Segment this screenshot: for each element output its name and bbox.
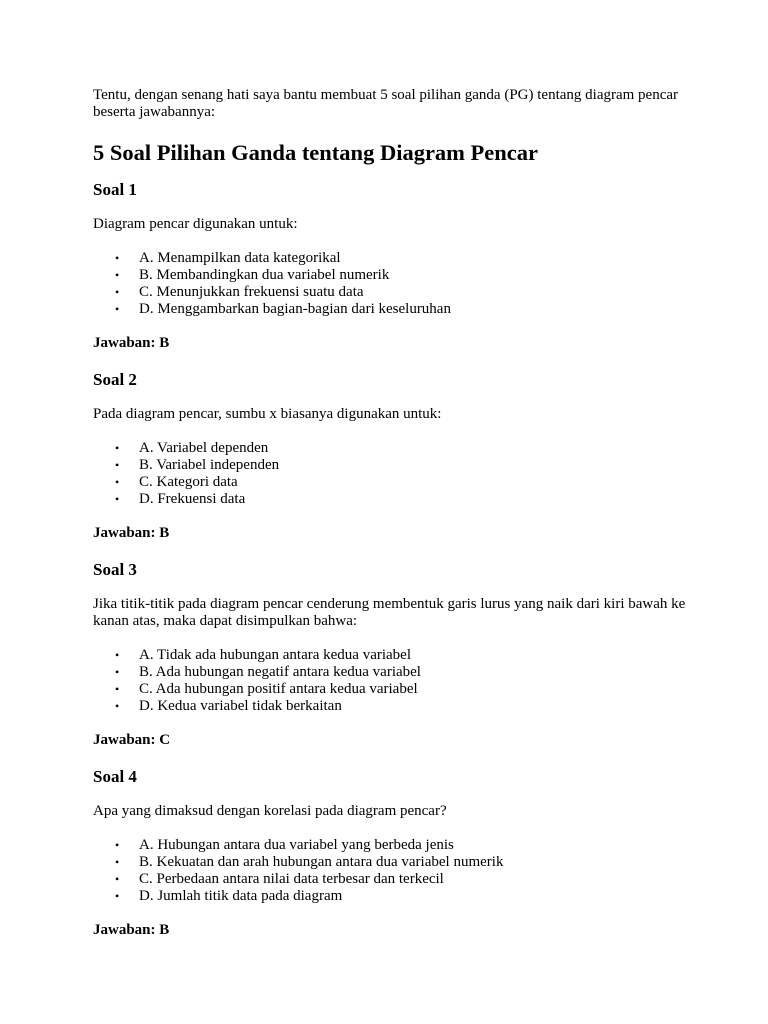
option-text: C. Perbedaan antara nilai data terbesar dan terkecil: [139, 871, 444, 887]
option-item: [93, 888, 708, 905]
spacer: [93, 200, 708, 216]
option-item: [93, 250, 708, 267]
question-block: [93, 767, 708, 939]
option-text: D. Frekuensi data: [139, 491, 246, 507]
option-item: [93, 664, 708, 681]
bullet-icon: •: [115, 285, 120, 299]
spacer: [93, 749, 708, 767]
bullet-icon: •: [115, 648, 120, 662]
spacer: [93, 630, 708, 647]
spacer: [93, 390, 708, 406]
bullet-icon: •: [115, 872, 120, 886]
option-text: C. Menunjukkan frekuensi suatu data: [139, 284, 364, 300]
bullet-icon: •: [115, 492, 120, 506]
option-list: [93, 647, 708, 715]
question-block: [93, 560, 708, 749]
option-text: A. Variabel dependen: [139, 440, 269, 456]
question-text: Apa yang dimaksud dengan korelasi pada diagram pencar?: [93, 803, 447, 819]
question-text: Pada diagram pencar, sumbu x biasanya digunakan untuk:: [93, 406, 442, 422]
bullet-icon: •: [115, 441, 120, 455]
option-item: [93, 647, 708, 664]
spacer: [93, 820, 708, 837]
answer-text: Jawaban: B: [93, 335, 170, 351]
option-text: B. Ada hubungan negatif antara kedua variabel: [139, 664, 421, 680]
question-block: [93, 370, 708, 542]
answer-text: Jawaban: C: [93, 732, 171, 748]
option-text: D. Jumlah titik data pada diagram: [139, 888, 343, 904]
option-item: [93, 681, 708, 698]
question-text: Diagram pencar digunakan untuk:: [93, 216, 298, 232]
option-item: [93, 440, 708, 457]
bullet-icon: •: [115, 458, 120, 472]
question-heading: Soal 1: [93, 180, 137, 199]
option-text: A. Menampilkan data kategorikal: [139, 250, 341, 266]
option-list: [93, 440, 708, 508]
bullet-icon: •: [115, 682, 120, 696]
bullet-icon: •: [115, 889, 120, 903]
spacer: [93, 715, 708, 732]
spacer: [93, 905, 708, 922]
answer-text: Jawaban: B: [93, 922, 170, 938]
bullet-icon: •: [115, 475, 120, 489]
option-item: [93, 267, 708, 284]
option-text: B. Membandingkan dua variabel numerik: [139, 267, 390, 283]
option-text: A. Tidak ada hubungan antara kedua variabel: [139, 647, 411, 663]
option-text: C. Ada hubungan positif antara kedua variabel: [139, 681, 418, 697]
spacer: [93, 166, 708, 180]
bullet-icon: •: [115, 699, 120, 713]
question-heading: Soal 3: [93, 560, 137, 579]
option-list: [93, 837, 708, 905]
option-item: [93, 491, 708, 508]
spacer: [93, 423, 708, 440]
spacer: [93, 580, 708, 596]
option-text: D. Kedua variabel tidak berkaitan: [139, 698, 342, 714]
option-item: [93, 457, 708, 474]
option-item: [93, 837, 708, 854]
option-list: [93, 250, 708, 318]
option-item: [93, 854, 708, 871]
intro-paragraph: Tentu, dengan senang hati saya bantu membuat 5 soal pilihan ganda (PG) tentang diagram pencar beserta jawabannya:: [93, 87, 679, 120]
question-block: [93, 180, 708, 352]
bullet-icon: •: [115, 268, 120, 282]
option-text: B. Kekuatan dan arah hubungan antara dua variabel numerik: [139, 854, 504, 870]
spacer: [93, 233, 708, 250]
bullet-icon: •: [115, 665, 120, 679]
bullet-icon: •: [115, 855, 120, 869]
question-heading: Soal 2: [93, 370, 137, 389]
option-text: A. Hubungan antara dua variabel yang berbeda jenis: [139, 837, 454, 853]
spacer: [93, 508, 708, 525]
question-heading: Soal 4: [93, 767, 137, 786]
bullet-icon: •: [115, 838, 120, 852]
bullet-icon: •: [115, 251, 120, 265]
spacer: [93, 787, 708, 803]
option-item: [93, 474, 708, 491]
option-item: [93, 871, 708, 888]
option-item: [93, 698, 708, 715]
bullet-icon: •: [115, 302, 120, 316]
option-text: D. Menggambarkan bagian-bagian dari keseluruhan: [139, 301, 451, 317]
spacer: [93, 352, 708, 370]
option-item: [93, 284, 708, 301]
spacer: [93, 542, 708, 560]
option-text: C. Kategori data: [139, 474, 238, 490]
question-text: Jika titik-titik pada diagram pencar cenderung membentuk garis lurus yang naik dari kiri bawah ke kanan atas, maka dapat disimpulkan bahwa:: [93, 596, 686, 629]
option-item: [93, 301, 708, 318]
option-text: B. Variabel independen: [139, 457, 280, 473]
answer-text: Jawaban: B: [93, 525, 170, 541]
document-title: 5 Soal Pilihan Ganda tentang Diagram Pencar: [93, 140, 539, 165]
spacer: [93, 318, 708, 335]
